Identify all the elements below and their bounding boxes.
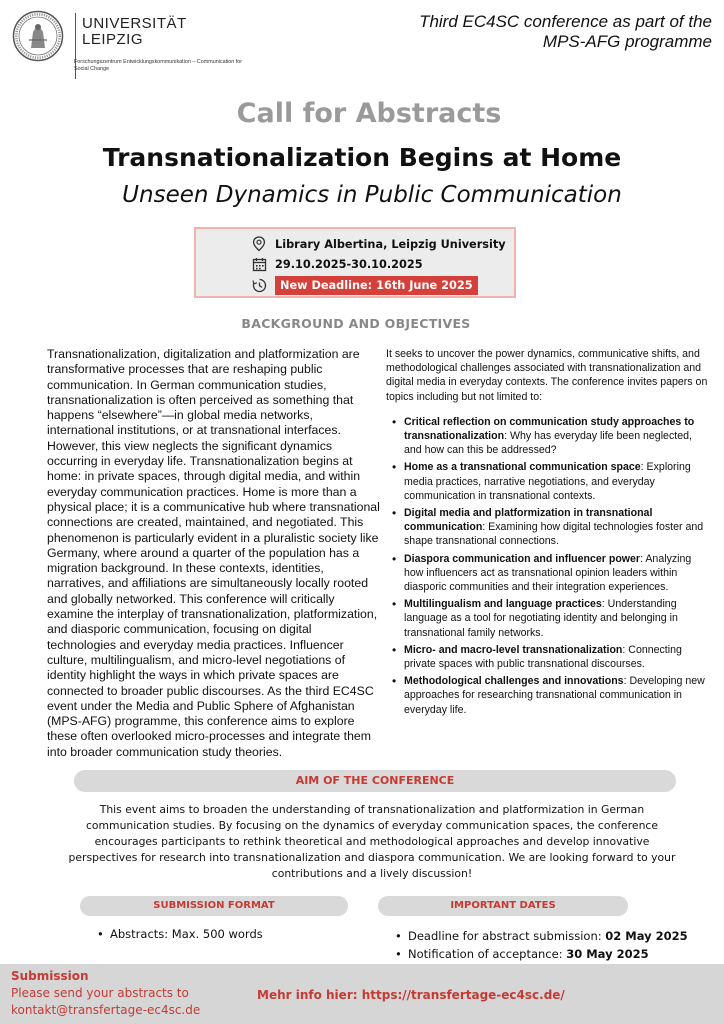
list-item [386,506,710,549]
topic-title: Methodological challenges and innovations [404,675,624,688]
date-label: Notification of acceptance: [408,947,567,961]
list-item [394,945,688,963]
more-info-link[interactable]: Mehr info hier: https://transfertage-ec4sc.de/ [257,988,565,1002]
topic-text: : Analyzing how influencers act as transnational opinion leaders within diasporic communities and their integration experiences. [404,552,692,594]
topic-text: : Developing new approaches for researching transnational communication in everyday life. [404,675,705,716]
submission-format-list [96,927,263,941]
topic-title: Critical reflection on communication study approaches to transnationalization [404,415,695,443]
topic-text: : Understanding language as a tool for negotiating identity and belonging in transnational family networks. [404,598,678,639]
footer-instruction: Please send your abstracts to [11,986,189,1000]
call-label: Call for Abstracts [236,98,502,129]
footer-title: Submission [11,969,89,983]
important-dates-heading: IMPORTANT DATES [378,896,628,916]
deadline-badge: New Deadline: 16th June 2025 [275,276,478,295]
list-item [386,674,710,717]
date-value: 02 May 2025 [605,929,688,943]
contact-email-link[interactable]: kontakt@transfertage-ec4sc.de [11,1003,201,1017]
topic-text: : Why has everyday life been neglected, and how can this be addressed? [404,430,692,457]
event-deadline-row [250,275,478,295]
event-dates: 29.10.2025-30.10.2025 [275,257,423,271]
objectives-column [386,347,710,720]
aim-text: This event aims to broaden the understanding of transnationalization and platformization in German communication studies. By focusing on the dynamics of everyday communication spaces, the conference encourages participants to rethink theoretical and methodological approaches and develop innovative perspectives for research into transnationalization and diaspora communication. We are looking forward to your contributions and a lively discussion! [68,803,676,880]
list-item [386,643,710,671]
calendar-icon [250,255,268,273]
objectives-intro: It seeks to uncover the power dynamics, communicative shifts, and methodological challenges associated with transnationalization and digital media in everyday contexts. The conference invites papers on topics including but not limited to: [386,348,708,403]
university-seal-icon [12,10,64,62]
clock-icon [250,276,268,294]
event-location: Library Albertina, Leipzig University [275,237,506,251]
topic-text: : Exploring media practices, narrative negotiations, and everyday communication in transnational contexts. [404,461,691,502]
important-dates-list [394,927,688,963]
date-value: 30 May 2025 [566,947,649,961]
topic-title: Multilingualism and language practices [404,598,602,611]
topic-title: Digital media and platformization in transnational communication [404,507,653,534]
university-logo [12,10,242,80]
list-item [386,597,710,640]
background-heading: BACKGROUND AND OBJECTIVES [241,316,471,331]
list-item [394,927,688,945]
topic-text: : Examining how digital technologies foster and shape transnational connections. [404,521,704,548]
submission-format-heading: SUBMISSION FORMAT [80,896,348,916]
footer [0,964,724,1024]
topics-list [386,415,710,717]
topic-title: Home as a transnational communication space [404,461,641,474]
event-info-box [194,227,516,298]
research-center-name: Forschungszentrum Entwicklungskommunikation – Communication for Social Change [74,59,243,72]
event-location-row [250,234,506,254]
list-item [386,460,710,503]
list-item [386,552,710,595]
university-name: UNIVERSITÄT LEIPZIG [82,15,187,48]
topic-text: : Connecting private spaces with public transnational discourses. [404,643,682,671]
aim-heading: AIM OF THE CONFERENCE [74,770,676,792]
page-title: Transnationalization Begins at Home [102,143,622,172]
location-pin-icon [250,235,268,253]
edition-note: Third EC4SC conference as part of the MPS-AFG programme [419,12,712,51]
page-subtitle: Unseen Dynamics in Public Communication [122,182,622,208]
list-item [386,415,710,458]
date-label: Deadline for abstract submission: [408,929,606,943]
topic-title: Micro- and macro-level transnationalization [404,643,623,656]
topic-title: Diaspora communication and influencer power [404,552,641,565]
list-item: • Abstracts: Max. 500 words [96,927,263,941]
background-text: Transnationalization, digitalization and platformization are transformative processes that are reshaping public communication. In German communication studies, transnationalization is often perceived as something that happens “elsewhere”—in global media networks, international institutions, or at transnational interfaces. However, this view neglects the significant dynamics occurring in everyday life. Transnationalization begins at home: in private spaces, through digital media, and within everyday communication practices. Home is more than a physical place; it is a communicative hub where transnational connections are created, maintained, and negotiated. This phenomenon is particularly evident in a pluralistic society like Germany, where around a quarter of the population has a migration background. In these contexts, identities, narratives, and affiliations are simultaneously locally rooted and globally networked. This conference will critically examine the interplay of transnationalization, platformization, and diasporic communication, focusing on digital technologies and everyday media practices. Influencer culture, multilingualism, and micro-level negotiations of identity highlight the ways in which private spaces are connected to broader public discourses. As the third EC4SC event under the Media and Public Sphere of Afghanistan (MPS-AFG) programme, this conference aims to explore these often overlooked micro-processes and integrate them into broader communication study theories. [47,347,380,759]
event-dates-row [250,254,423,274]
